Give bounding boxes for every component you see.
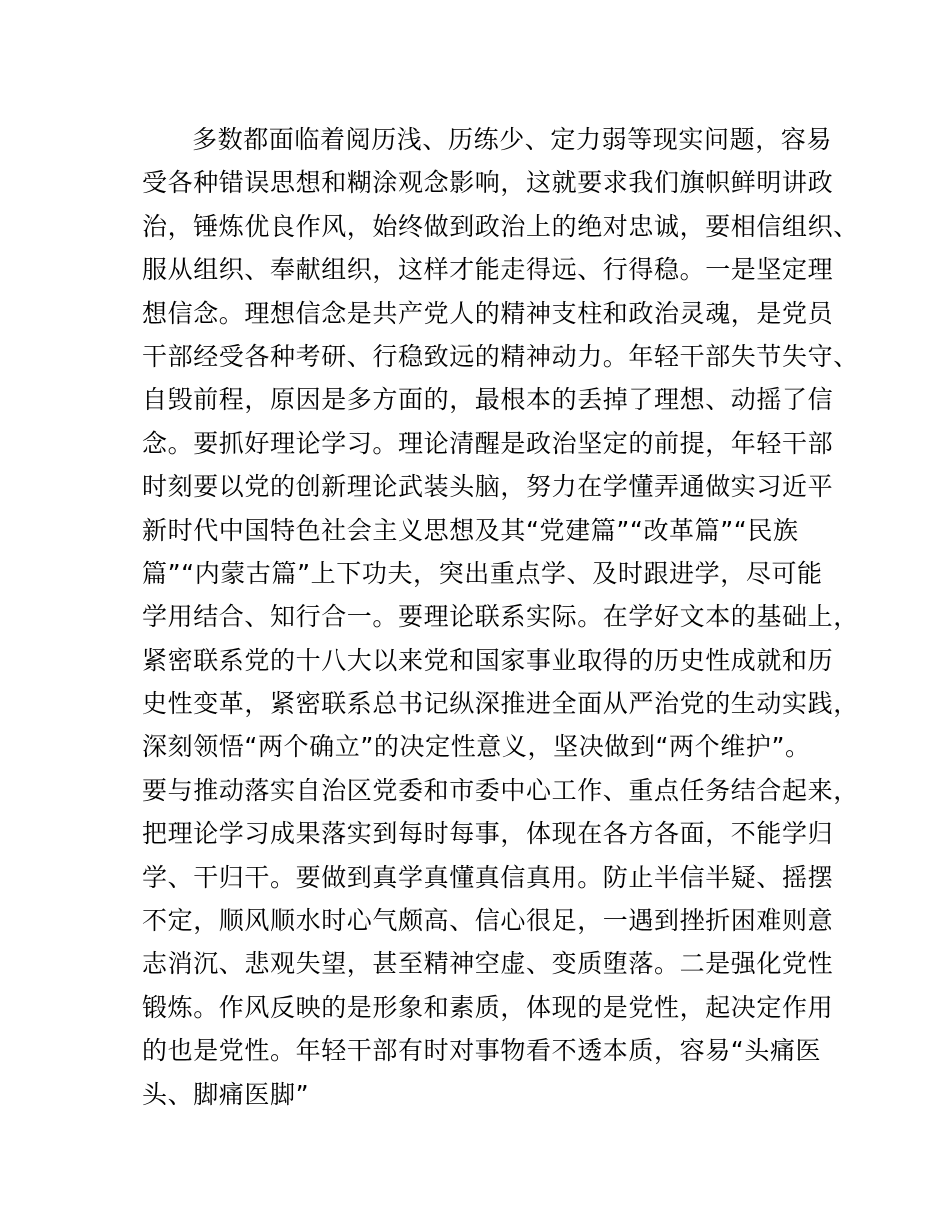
text-line: 史性变革，紧密联系总书记纵深推进全面从严治党的生动实践， bbox=[142, 689, 859, 719]
text-line: 不定，顺风顺水时心气颇高、信心很足，一遇到挫折困难则意 bbox=[142, 906, 834, 936]
text-line: 服从组织、奉献组织，这样才能走得远、行得稳。一是坚定理 bbox=[142, 255, 834, 285]
text-line: 新时代中国特色社会主义思想及其“党建篇”“改革篇”“民族 bbox=[142, 515, 799, 545]
text-line: 紧密联系党的十八大以来党和国家事业取得的历史性成就和历 bbox=[142, 645, 834, 675]
text-line: 把理论学习成果落实到每时每事，体现在各方各面，不能学归 bbox=[142, 819, 834, 849]
text-line: 自毁前程，原因是多方面的，最根本的丢掉了理想、动摇了信 bbox=[142, 385, 834, 415]
text-line: 受各种错误思想和糊涂观念影响，这就要求我们旗帜鲜明讲政 bbox=[142, 168, 834, 198]
text-line: 时刻要以党的创新理论武装头脑，努力在学懂弄通做实习近平 bbox=[142, 472, 834, 502]
text-line: 头、脚痛医脚” bbox=[142, 1079, 310, 1109]
text-line: 多数都面临着阅历浅、历练少、定力弱等现实问题，容易 bbox=[192, 125, 833, 154]
text-line: 篇”“内蒙古篇”上下功夫，突出重点学、及时跟进学，尽可能 bbox=[142, 558, 823, 588]
text-line: 的也是党性。年轻干部有时对事物看不透本质，容易“头痛医 bbox=[142, 1036, 822, 1066]
body-paragraph bbox=[142, 118, 859, 1116]
text-line: 要与推动落实自治区党委和市委中心工作、重点任务结合起来， bbox=[142, 775, 859, 805]
text-line: 想信念。理想信念是共产党人的精神支柱和政治灵魂，是党员 bbox=[142, 298, 834, 328]
text-line: 深刻领悟“两个确立”的决定性意义，坚决做到“两个维护”。 bbox=[142, 732, 811, 762]
text-line: 学、干归干。要做到真学真懂真信真用。防止半信半疑、摇摆 bbox=[142, 862, 834, 892]
text-line: 干部经受各种考研、行稳致远的精神动力。年轻干部失节失守、 bbox=[142, 341, 859, 371]
text-line: 锻炼。作风反映的是形象和素质，体现的是党性，起决定作用 bbox=[142, 992, 834, 1022]
text-line: 念。要抓好理论学习。理论清醒是政治坚定的前提，年轻干部 bbox=[142, 428, 834, 458]
text-line: 志消沉、悲观失望，甚至精神空虚、变质堕落。二是强化党性 bbox=[142, 949, 834, 979]
text-line: 学用结合、知行合一。要理论联系实际。在学好文本的基础上， bbox=[142, 602, 859, 632]
text-line: 治，锤炼优良作风，始终做到政治上的绝对忠诚，要相信组织、 bbox=[142, 211, 859, 241]
